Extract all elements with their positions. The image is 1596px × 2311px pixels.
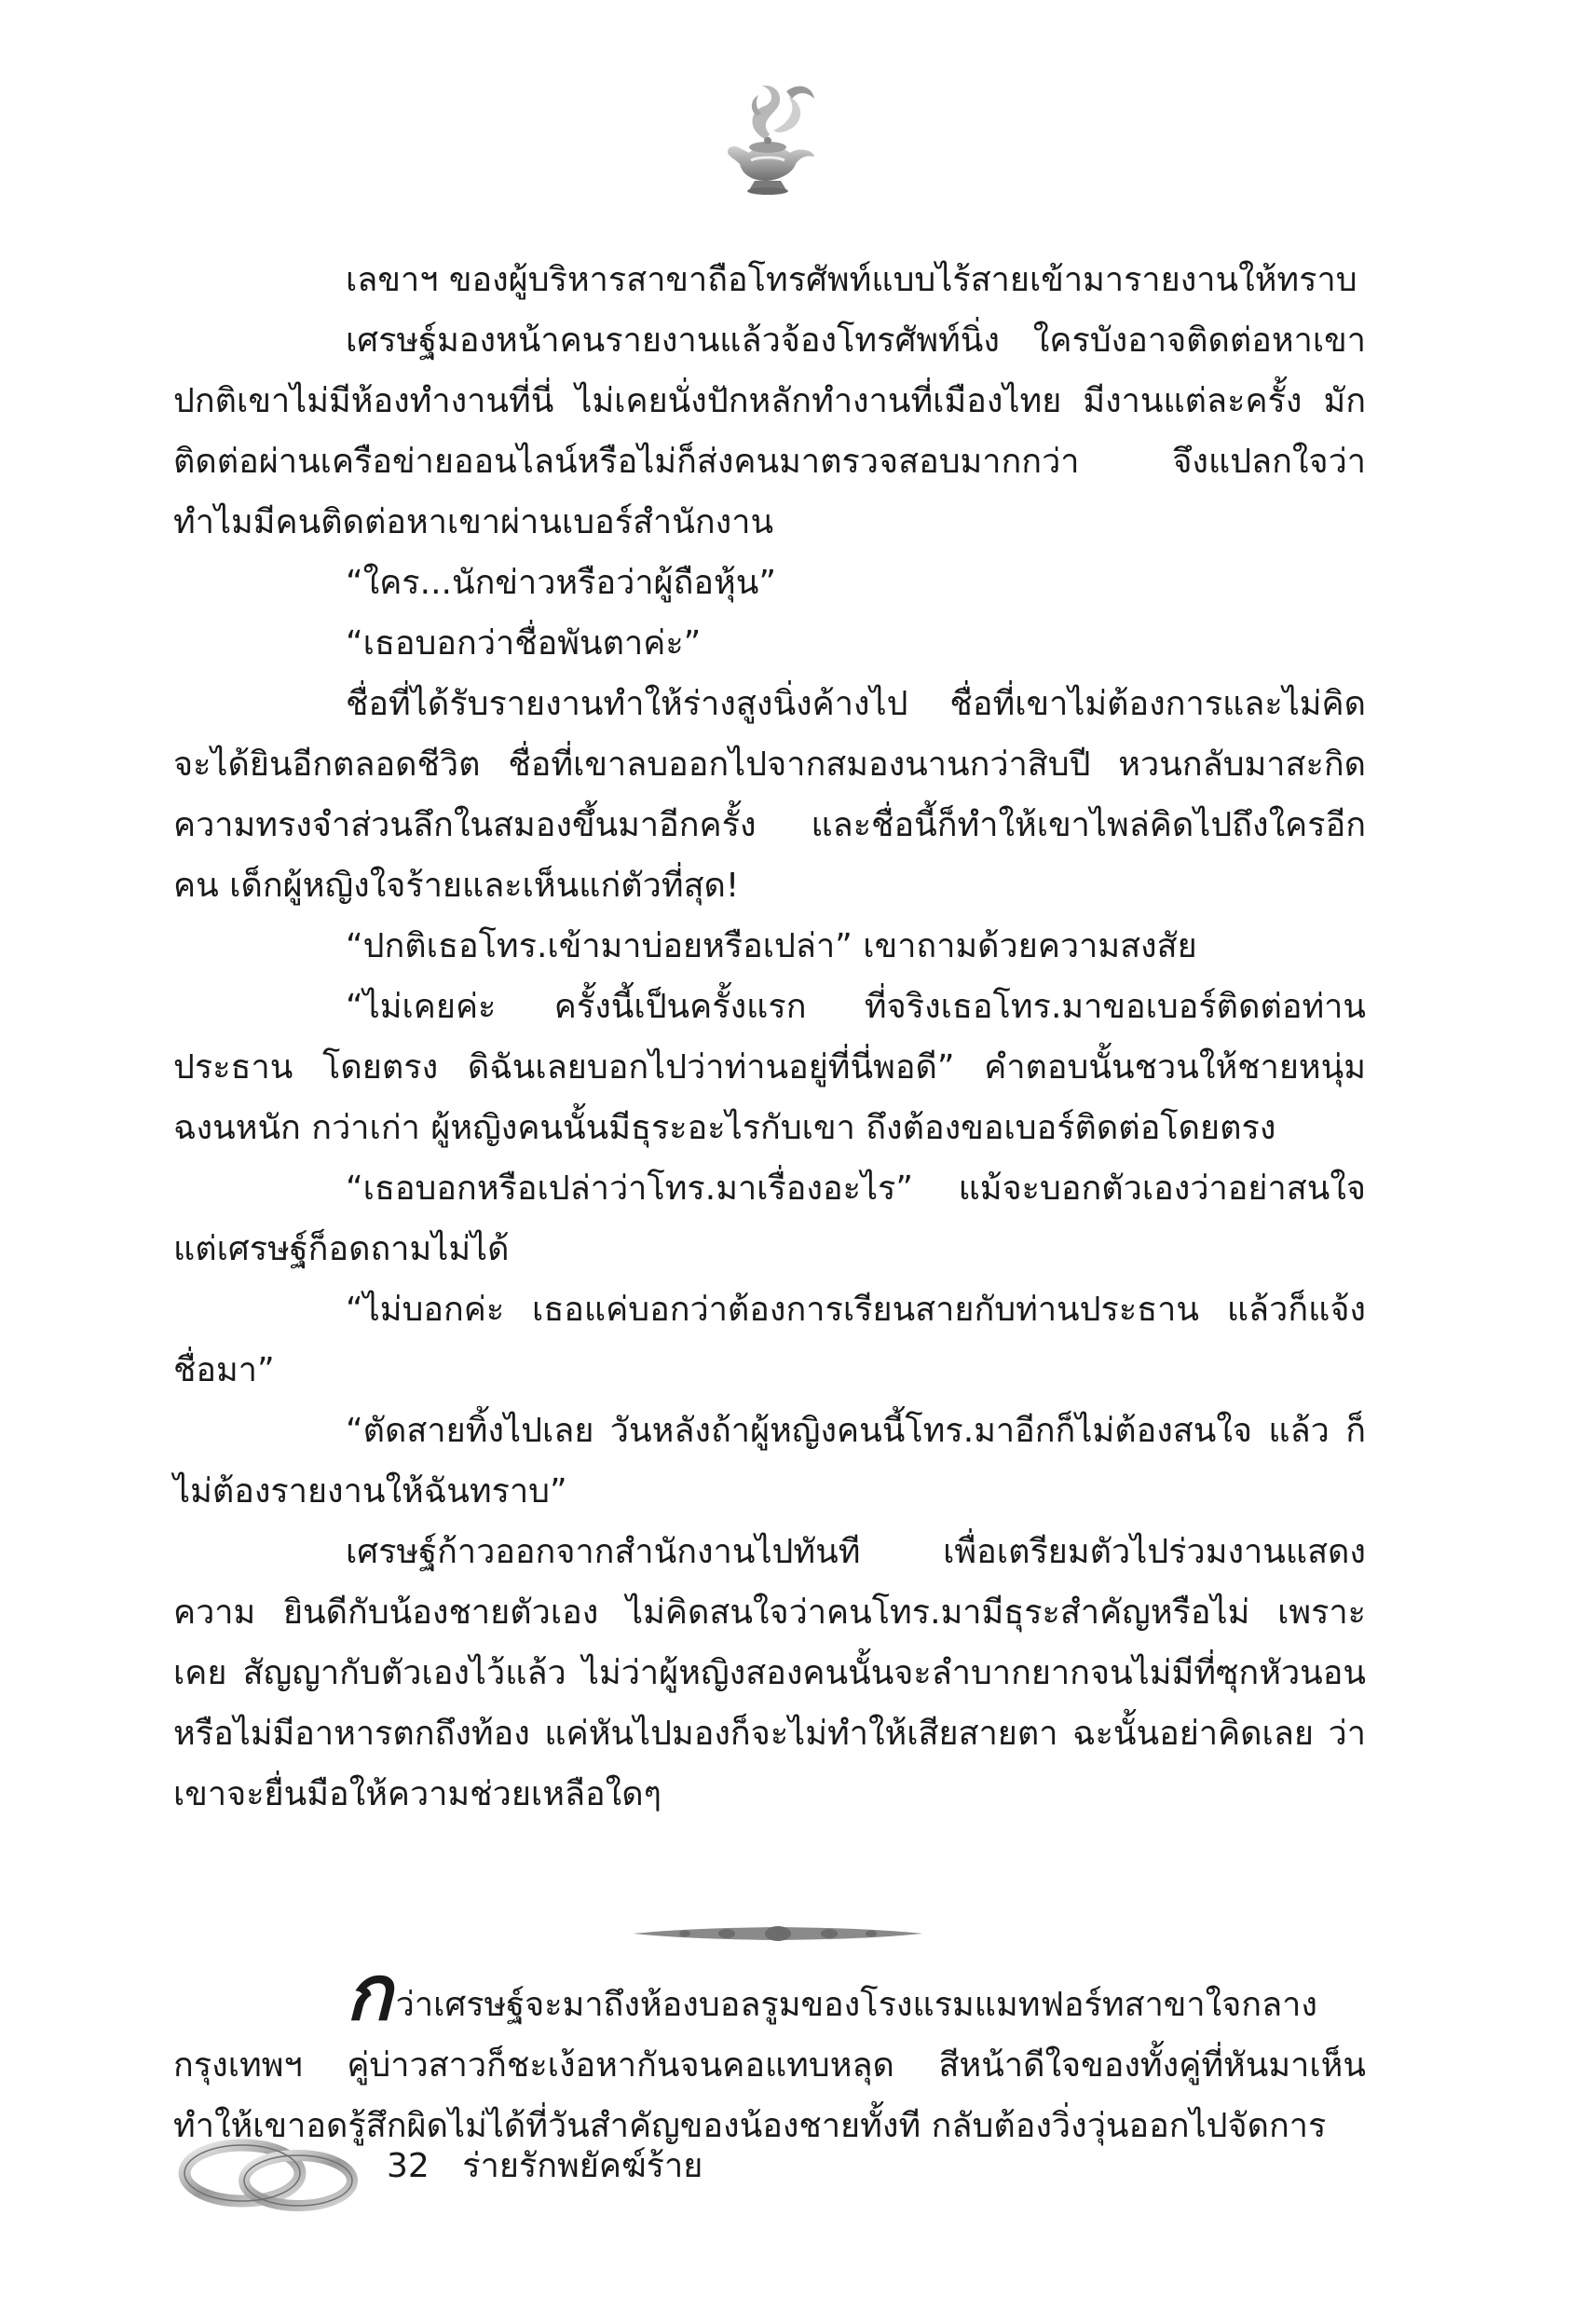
main-text xyxy=(173,250,1366,1825)
page-footer xyxy=(387,2143,703,2190)
book-title: ร่ายรักพยัคฆ์ร้าย xyxy=(462,2147,703,2185)
wedding-rings-icon xyxy=(177,2126,363,2215)
paragraph: “ไม่บอกค่ะ เธอแค่บอกว่าต้องการเรียนสายกับท่านประธาน แล้วก็แจ้ง ชื่อมา” xyxy=(173,1291,1366,1389)
paragraph: “ใคร...นักข่าวหรือว่าผู้ถือหุ้น” xyxy=(346,564,777,602)
paragraph: “ปกติเธอโทร.เข้ามาบ่อยหรือเปล่า” เขาถามด้วยความสงสัย xyxy=(346,927,1197,965)
section-paragraph-text: ว่าเศรษฐ์จะมาถึงห้องบอลรูมของโรงแรมแมทฟอร์ทสาขาใจกลาง กรุงเทพฯ คู่บ่าวสาวก็ชะเง้อหากันจนคอแทบหลุด สีหน้าดีใจของทั้งคู่ที่หันมาเห็น ทำให้เขาอดรู้สึกผิดไม่ได้ที่วันสำคัญของน้องชายทั้งที กลับต้องวิ่งวุ่นออกไปจัดการ xyxy=(173,1986,1366,2145)
paragraph: “เธอบอกหรือเปล่าว่าโทร.มาเรื่องอะไร” แม้จะบอกตัวเองว่าอย่าสนใจ แต่เศรษฐ์ก็อดถามไม่ได้ xyxy=(173,1169,1366,1268)
ornamental-divider xyxy=(634,1920,922,1948)
paragraph: “เธอบอกว่าชื่อพันตาค่ะ” xyxy=(346,624,702,663)
magic-lamp-icon xyxy=(708,73,829,203)
paragraph: “ตัดสายทิ้งไปเลย วันหลังถ้าผู้หญิงคนนี้โทร.มาอีกก็ไม่ต้องสนใจ แล้ว ก็ไม่ต้องรายงานให้ฉันทราบ” xyxy=(173,1412,1366,1511)
paragraph: เศรษฐ์ก้าวออกจากสำนักงานไปทันที เพื่อเตรียมตัวไปร่วมงานแสดงความ ยินดีกับน้องชายตัวเอง ไม่คิดสนใจว่าคนโทร.มามีธุระสำคัญหรือไม่ เพราะเคย สัญญากับตัวเองไว้แล้ว ไม่ว่าผู้หญิงสองคนนั้นจะลำบากยากจนไม่มีที่ซุกหัวนอน หรือไม่มีอาหารตกถึงท้อง แค่หันไปมองก็จะไม่ทำให้เสียสายตา ฉะนั้นอย่าคิดเลย ว่าเขาจะยื่นมือให้ความช่วยเหลือใดๆ xyxy=(173,1533,1366,1813)
paragraph: “ไม่เคยค่ะ ครั้งนี้เป็นครั้งแรก ที่จริงเธอโทร.มาขอเบอร์ติดต่อท่านประธาน โดยตรง ดิฉันเลยบอกไปว่าท่านอยู่ที่นี่พอดี” คำตอบนั้นชวนให้ชายหนุ่มฉงนหนัก กว่าเก่า ผู้หญิงคนนั้นมีธุระอะไรกับเขา ถึงต้องขอเบอร์ติดต่อโดยตรง xyxy=(173,988,1366,1147)
paragraph: ชื่อที่ได้รับรายงานทำให้ร่างสูงนิ่งค้างไป ชื่อที่เขาไม่ต้องการและไม่คิด จะได้ยินอีกตลอดชีวิต ชื่อที่เขาลบออกไปจากสมองนานกว่าสิบปี หวนกลับมาสะกิด ความทรงจำส่วนลึกในสมองขึ้นมาอีกครั้ง และชื่อนี้ก็ทำให้เขาไพล่คิดไปถึงใครอีกคน เด็กผู้หญิงใจร้ายและเห็นแก่ตัวที่สุด! xyxy=(173,685,1366,905)
page-number: 32 xyxy=(387,2147,430,2185)
paragraph: เลขาฯ ของผู้บริหารสาขาถือโทรศัพท์แบบไร้สายเข้ามารายงานให้ทราบ xyxy=(346,261,1357,299)
paragraph: เศรษฐ์มองหน้าคนรายงานแล้วจ้องโทรศัพท์นิ่ง ใครบังอาจติดต่อหาเขา ปกติเขาไม่มีห้องทำงานที่นี่ ไม่เคยนั่งปักหลักทำงานที่เมืองไทย มีงานแต่ละครั้ง มักติดต่อผ่านเครือข่ายออนไลน์หรือไม่ก็ส่งคนมาตรวจสอบมากกว่า จึงแปลกใจว่า ทำไมมีคนติดต่อหาเขาผ่านเบอร์สำนักงาน xyxy=(173,321,1366,541)
drop-cap: ก xyxy=(346,1949,392,2038)
